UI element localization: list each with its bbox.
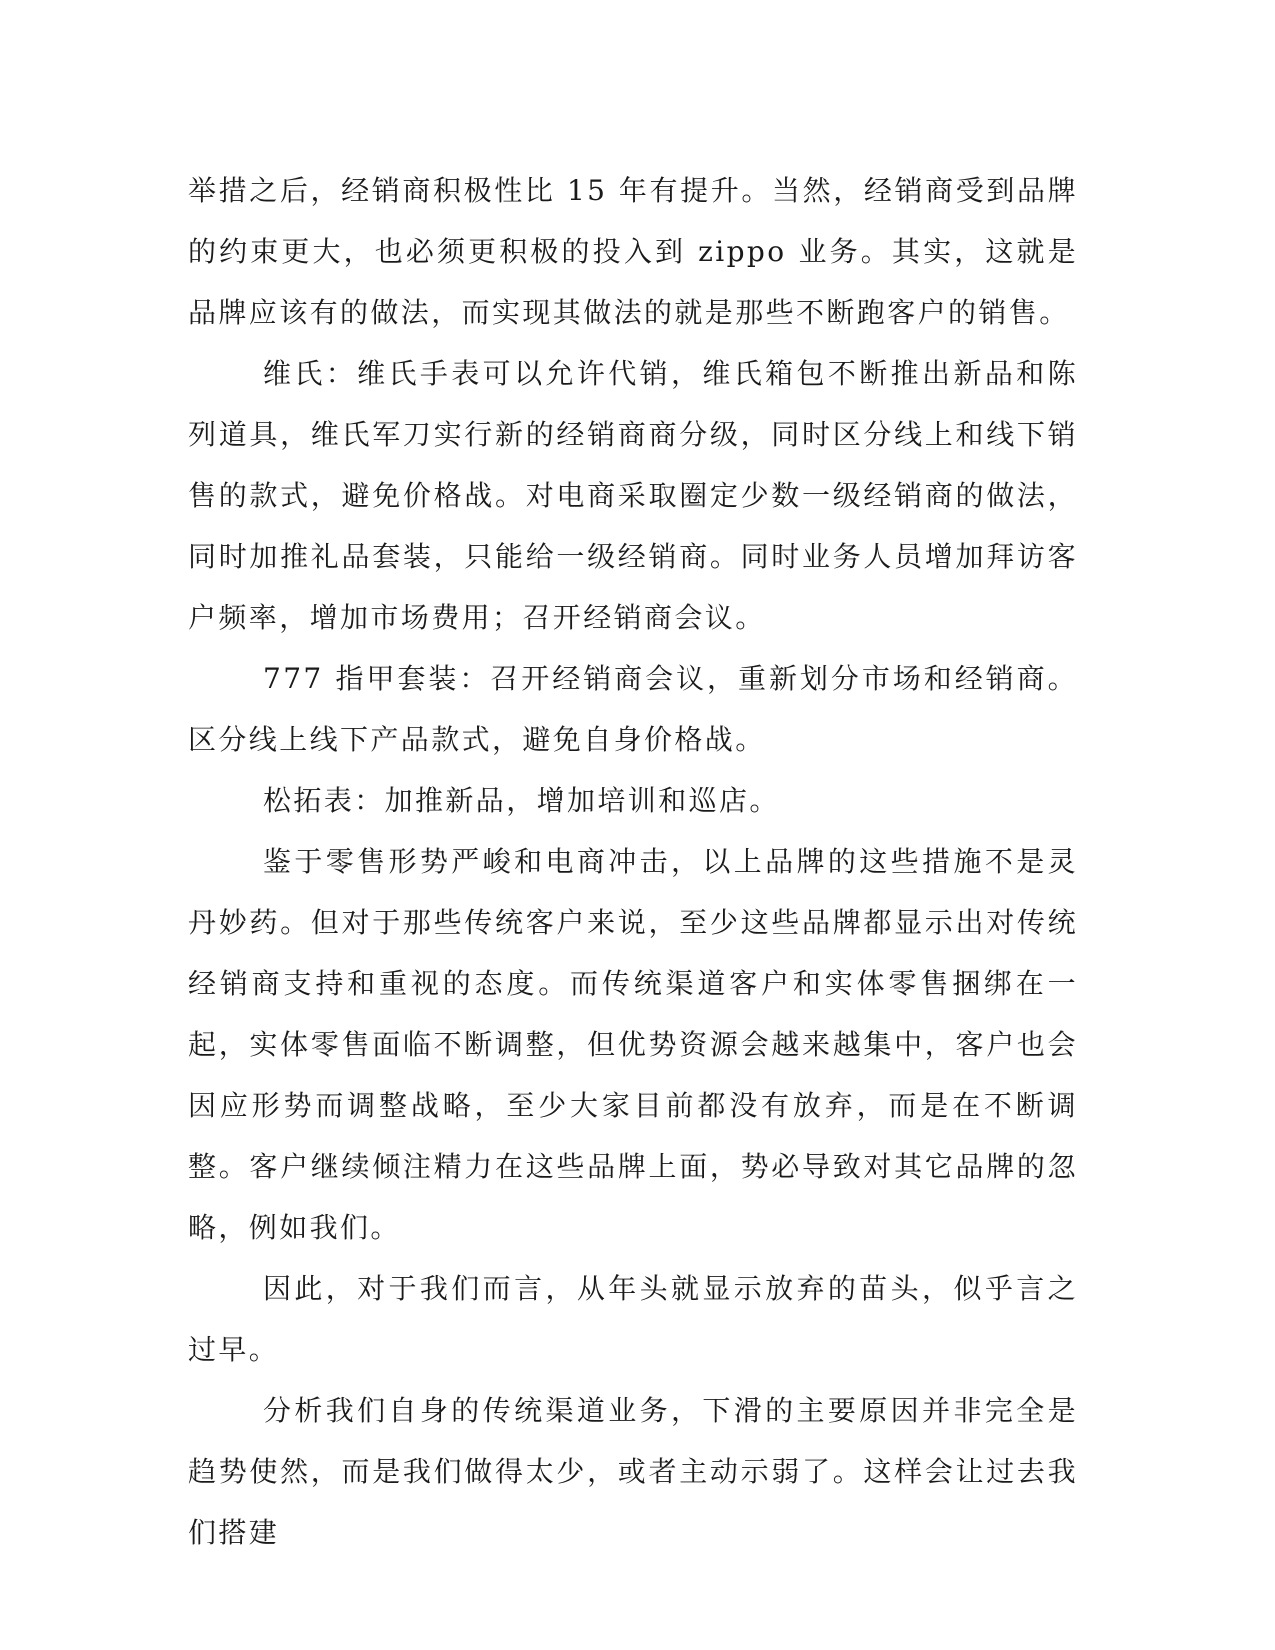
paragraph-victorinox: 维氏：维氏手表可以允许代销，维氏箱包不断推出新品和陈列道具，维氏军刀实行新的经销商商分级，同时区分线上和线下销售的款式，避免价格战。对电商采取圈定少数一级经销商的做法，同时加推礼品套装，只能给一级经销商。同时业务人员增加拜访客户频率，增加市场费用；召开经销商会议。 xyxy=(188,357,1078,634)
paragraph-self-analysis: 分析我们自身的传统渠道业务，下滑的主要原因并非完全是趋势使然，而是我们做得太少，或者主动示弱了。这样会让过去我们搭建 xyxy=(188,1394,1078,1549)
paragraph-777-nail-set: 777 指甲套装：召开经销商会议，重新划分市场和经销商。区分线上线下产品款式，避免自身价格战。 xyxy=(188,662,1078,756)
paragraph-conclusion: 因此，对于我们而言，从年头就显示放弃的苗头，似乎言之过早。 xyxy=(188,1272,1078,1366)
paragraph-suunto: 松拓表：加推新品，增加培训和巡店。 xyxy=(263,784,780,817)
document-body xyxy=(188,160,1078,1563)
paragraph-zippo-continued: 举措之后，经销商积极性比 15 年有提升。当然，经销商受到品牌的约束更大，也必须更积极的投入到 zippo 业务。其实，这就是品牌应该有的做法，而实现其做法的就是那些不断跑客户的销售。 xyxy=(188,174,1078,329)
paragraph-retail-situation: 鉴于零售形势严峻和电商冲击，以上品牌的这些措施不是灵丹妙药。但对于那些传统客户来说，至少这些品牌都显示出对传统经销商支持和重视的态度。而传统渠道客户和实体零售捆绑在一起，实体零售面临不断调整，但优势资源会越来越集中，客户也会因应形势而调整战略，至少大家目前都没有放弃，而是在不断调整。客户继续倾注精力在这些品牌上面，势必导致对其它品牌的忽略，例如我们。 xyxy=(188,845,1078,1244)
